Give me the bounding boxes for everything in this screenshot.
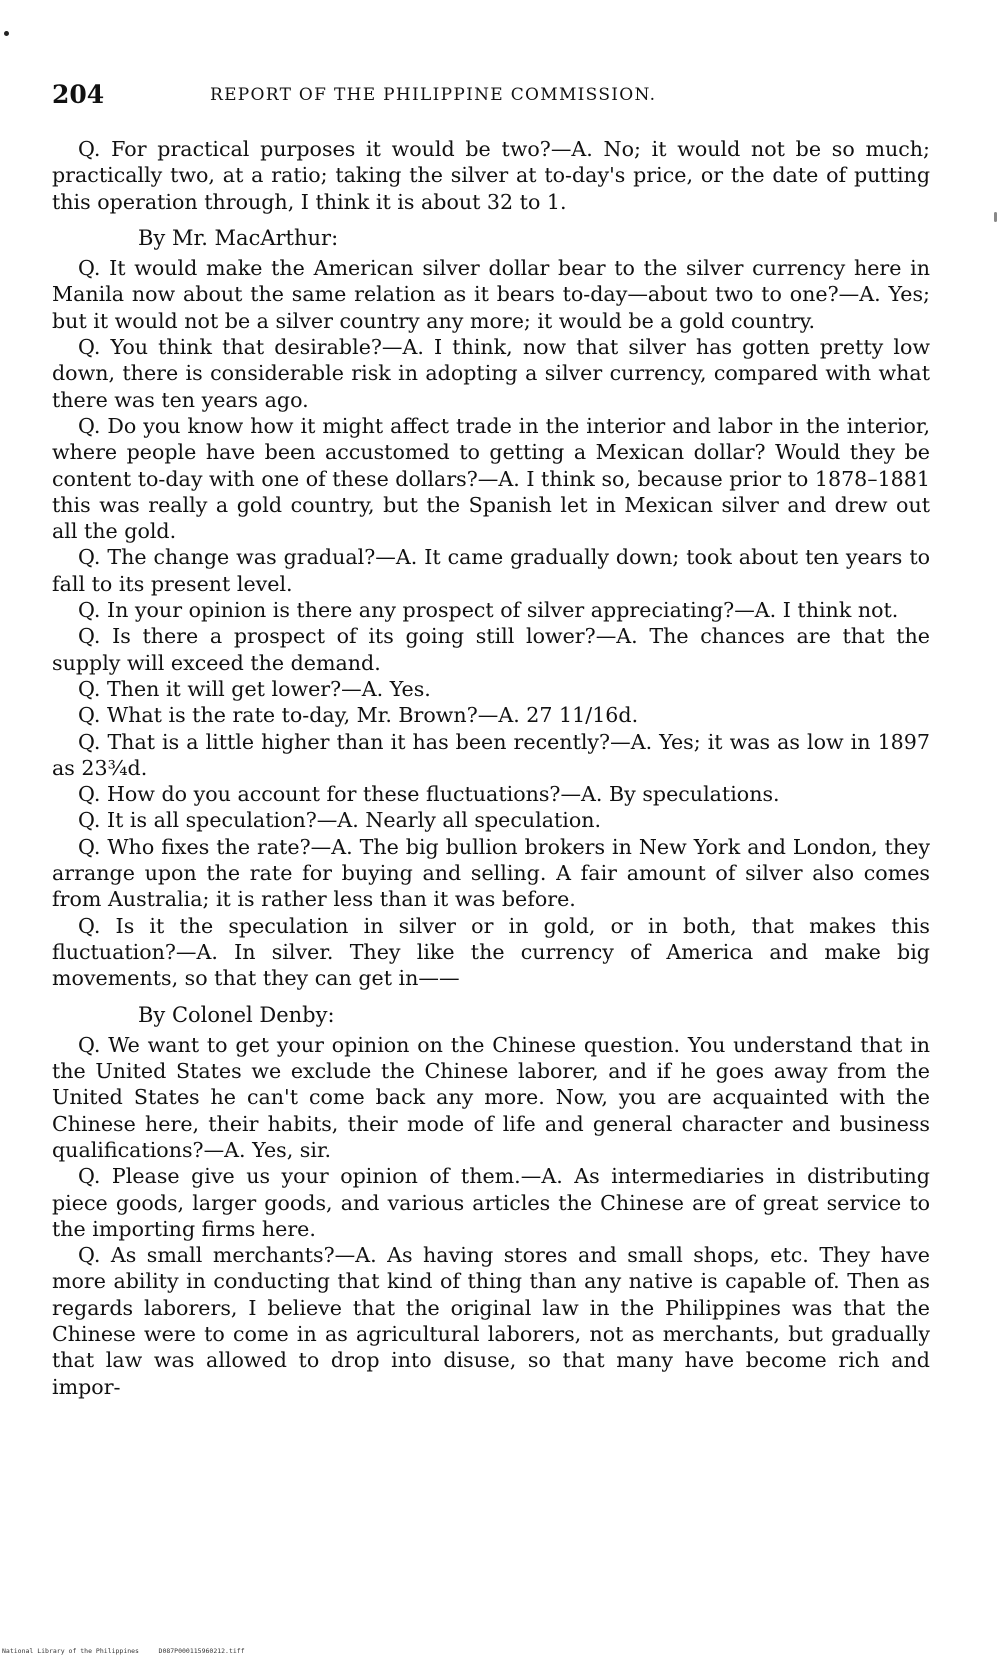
- paragraph: Q. Do you know how it might affect trade in the interior and labor in the interior, where people have been accustomed to getting a Mexican dollar? Would they be content to-day with one of these dollars?—A. I think so, because prior to 1878–1881 this was really a gold country, but the Spanish let in Mexican silver and drew out all the gold.: [52, 413, 930, 544]
- speaker-heading: By Mr. MacArthur:: [138, 225, 339, 250]
- body-text: [52, 136, 930, 1400]
- running-title: REPORT OF THE PHILIPPINE COMMISSION.: [210, 85, 657, 105]
- paragraph: Q. That is a little higher than it has been recently?—A. Yes; it was as low in 1897 as 23¾d.: [52, 729, 930, 780]
- paragraph: Q. Please give us your opinion of them.—A. As intermediaries in distributing piece goods, larger goods, and various articles the Chinese are of great service to the importing firms here.: [52, 1164, 930, 1241]
- paragraph: Q. For practical purposes it would be two?—A. No; it would not be so much; practically two, at a ratio; taking the silver at to-day's price, or the date of putting this operation through, I think it is about 32 to 1.: [52, 137, 930, 214]
- paragraph: Q. It is all speculation?—A. Nearly all speculation.: [78, 808, 602, 833]
- paragraph: Q. In your opinion is there any prospect of silver appreciating?—A. I think not.: [78, 598, 899, 623]
- paragraph: Q. Who fixes the rate?—A. The big bullion brokers in New York and London, they arrange upon the rate for buying and selling. A fair amount of silver also comes from Australia; it is rather less than it was before.: [52, 834, 930, 912]
- paragraph: Q. We want to get your opinion on the Chinese question. You understand that in the United States we exclude the Chinese laborer, and if he goes away from the United States he can't come back any more. Now, you are acquainted with the Chinese here, their habits, their mode of life and general character and business qualifications?—A. Yes, sir.: [52, 1032, 930, 1162]
- paragraph: Q. Is it the speculation in silver or in gold, or in both, that makes this fluctuation?—A. In silver. They like the currency of America and make big movements, so that they can get in——: [52, 913, 930, 991]
- page-header: [52, 80, 932, 114]
- scan-footer: National Library of the Philippines D087P000115960212.tiff: [2, 1647, 245, 1655]
- paragraph: Q. As small merchants?—A. As having stores and small shops, etc. They have more ability in conducting that kind of thing than any native is capable of. Then as regards laborers, I believe that the original law in the Philippines was that the Chinese were to come in as agricultural laborers, not as merchants, but gradually that law was allowed to drop into disuse, so that many have become rich and impor-: [52, 1243, 930, 1399]
- paragraph: Q. You think that desirable?—A. I think, now that silver has gotten pretty low down, there is considerable risk in adopting a silver currency, compared with what there was ten years ago.: [52, 335, 930, 412]
- paragraph: Q. The change was gradual?—A. It came gradually down; took about ten years to fall to its present level.: [52, 545, 930, 596]
- paragraph: Q. Is there a prospect of its going still lower?—A. The chances are that the supply will exceed the demand.: [52, 624, 930, 675]
- paragraph: Q. It would make the American silver dollar bear to the silver currency here in Manila now about the same relation as it bears to-day—about two to one?—A. Yes; but it would not be a silver country any more; it would be a gold country.: [52, 256, 930, 333]
- paragraph: Q. What is the rate to-day, Mr. Brown?—A. 27 11/16d.: [78, 703, 639, 728]
- scan-speck: [4, 31, 9, 36]
- paragraph: Q. Then it will get lower?—A. Yes.: [78, 676, 431, 701]
- speaker-heading: By Colonel Denby:: [138, 1002, 335, 1027]
- page-number: 204: [52, 80, 105, 109]
- scan-speck: [994, 212, 997, 222]
- paragraph: Q. How do you account for these fluctuations?—A. By speculations.: [78, 782, 780, 807]
